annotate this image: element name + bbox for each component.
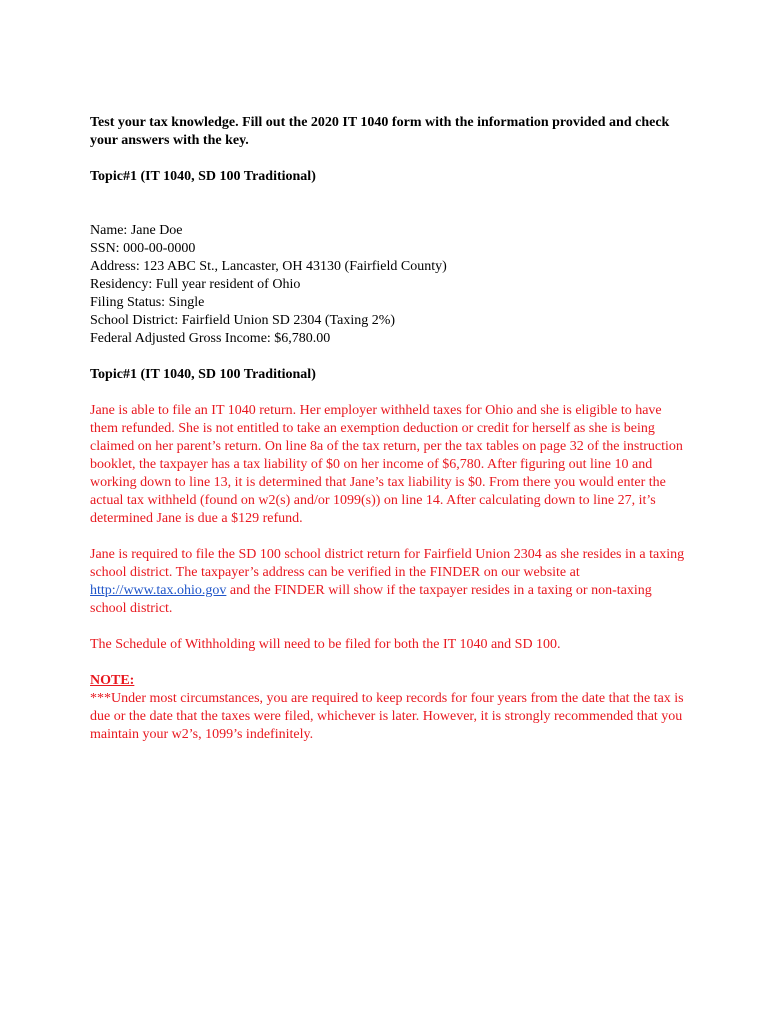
info-ssn: SSN: 000-00-0000: [90, 241, 196, 256]
document-page: [90, 114, 690, 744]
taxpayer-info: [90, 222, 690, 348]
info-name: Name: Jane Doe: [90, 223, 183, 238]
info-address: Address: 123 ABC St., Lancaster, OH 43130 (Fairfield County): [90, 259, 447, 274]
info-filing-status: Filing Status: Single: [90, 295, 205, 310]
topic-heading-first: Topic#1 (IT 1040, SD 100 Traditional): [90, 169, 316, 184]
sd-text-after-link: and the FINDER will show if the taxpayer resides in a taxing or non-taxing school district.: [90, 583, 652, 616]
info-school-district: School District: Fairfield Union SD 2304 (Taxing 2%): [90, 313, 396, 328]
info-residency: Residency: Full year resident of Ohio: [90, 277, 301, 292]
answer-paragraph: Jane is able to file an IT 1040 return. Her employer withheld taxes for Ohio and she is eligible to have them refunded. She is not entitled to take an exemption deduction or credit for herself as she is being claimed on her parent’s return. On line 8a of the tax return, per the tax tables on page 32 of the instruction booklet, the taxpayer has a tax liability of $0 on her income of $6,780. After figuring out line 10 and working down to line 13, it is determined that Jane’s tax liability is $0. From there you would enter the actual tax withheld (found on w2(s) and/or 1099(s)) on line 14. After calculating down to line 27, it’s determined Jane is due a $129 refund.: [90, 403, 683, 526]
school-district-paragraph: [90, 546, 690, 618]
topic-heading-second: Topic#1 (IT 1040, SD 100 Traditional): [90, 367, 316, 382]
sd-text-before-link: Jane is required to file the SD 100 school district return for Fairfield Union 2304 as she resides in a taxing school district. The taxpayer’s address can be verified in the FINDER on our website at: [90, 547, 685, 580]
withholding-paragraph: The Schedule of Withholding will need to be filed for both the IT 1040 and SD 100.: [90, 637, 561, 652]
intro-heading: Test your tax knowledge. Fill out the 2020 IT 1040 form with the information provided and check your answers with the key.: [90, 115, 670, 148]
tax-ohio-gov-link[interactable]: http://www.tax.ohio.gov: [90, 583, 227, 598]
note-body: ***Under most circumstances, you are required to keep records for four years from the date that the tax is due or the date that the taxes were filed, whichever is later. However, it is strongly recommended that you maintain your w2’s, 1099’s indefinitely.: [90, 691, 684, 742]
note-title: NOTE:: [90, 673, 135, 688]
info-agi: Federal Adjusted Gross Income: $6,780.00: [90, 331, 331, 346]
